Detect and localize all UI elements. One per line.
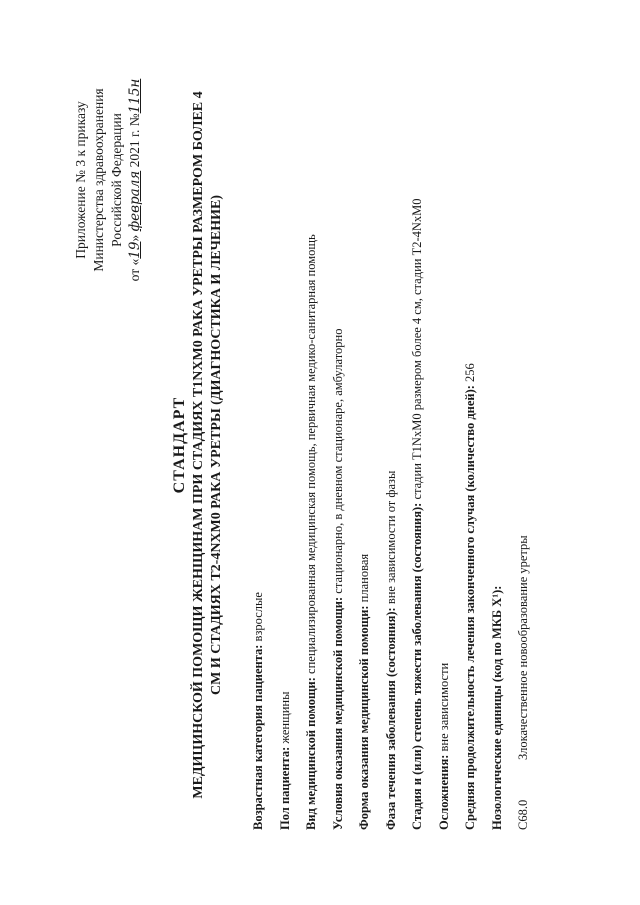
field-duration	[457, 10, 484, 830]
age-value: взрослые	[251, 592, 265, 645]
field-form	[351, 10, 378, 830]
nosology-row	[510, 10, 536, 830]
conditions-value: стационарно, в дневном стационаре, амбулаторно	[330, 328, 345, 597]
date-prefix: от «	[127, 258, 142, 282]
sex-value: женщины	[277, 691, 292, 747]
date-month: февраля	[127, 170, 143, 232]
age-label: Возрастная категория пациента:	[251, 644, 265, 830]
duration-label: Средняя продолжительность лечения законченного случая (количество дней):	[463, 385, 477, 830]
standard-fields	[245, 10, 536, 830]
nosology-label: Нозологические единицы (код по МКБ X¹):	[489, 585, 504, 830]
date-mid: »	[127, 234, 142, 242]
title-standard: СТАНДАРТ	[171, 396, 188, 494]
phase-label: Фаза течения заболевания (состояния):	[383, 607, 398, 830]
complications-label: Осложнения:	[436, 754, 451, 830]
field-age	[245, 10, 272, 830]
complications-value: вне зависимости	[436, 662, 451, 755]
stage-label: Стадия и (или) степень тяжести заболевания (состояния):	[410, 502, 424, 830]
field-phase	[378, 10, 405, 830]
sex-label: Пол пациента:	[277, 746, 292, 830]
form-value: плановая	[357, 553, 371, 606]
field-nosology	[484, 10, 511, 830]
nosology-code: C68.0	[516, 799, 530, 830]
date-year: 2021 г. №	[127, 113, 142, 168]
annex-line-2: Министерства здравоохранения	[91, 88, 106, 272]
nosology-name: Злокачественное новообразование уретры	[516, 535, 530, 760]
field-conditions	[325, 10, 352, 830]
field-complications	[431, 10, 458, 830]
date-day: 19	[127, 241, 143, 259]
phase-value: вне зависимости от фазы	[383, 470, 398, 608]
annex-date-line	[126, 55, 144, 305]
document-title	[170, 45, 226, 845]
duration-value: 256	[463, 363, 477, 386]
care-type-label: Вид медицинской помощи:	[304, 677, 318, 830]
field-stage	[404, 10, 431, 830]
stage-value: стадии T1NxM0 размером более 4 см, стадии T2-4NxM0	[410, 198, 424, 503]
annex-line-1: Приложение № 3 к приказу	[73, 101, 88, 259]
field-care-type	[298, 10, 325, 830]
title-line-3: СМ И СТАДИЯХ T2-4NXM0 РАКА УРЕТРЫ (ДИАГНОСТИКА И ЛЕЧЕНИЕ)	[209, 195, 224, 695]
order-number: 115н	[127, 78, 143, 114]
conditions-label: Условия оказания медицинской помощи:	[330, 596, 345, 830]
field-sex	[272, 10, 299, 830]
annex-header	[72, 55, 144, 305]
title-line-2: МЕДИЦИНСКОЙ ПОМОЩИ ЖЕНЩИНАМ ПРИ СТАДИЯХ T1NXM0 РАКА УРЕТРЫ РАЗМЕРОМ БОЛЕЕ 4	[191, 91, 206, 799]
annex-line-3: Российской Федерации	[109, 113, 124, 247]
care-type-value: специализированная медицинская помощь, первичная медико-санитарная помощь	[304, 234, 318, 678]
form-label: Форма оказания медицинской помощи:	[357, 605, 371, 830]
